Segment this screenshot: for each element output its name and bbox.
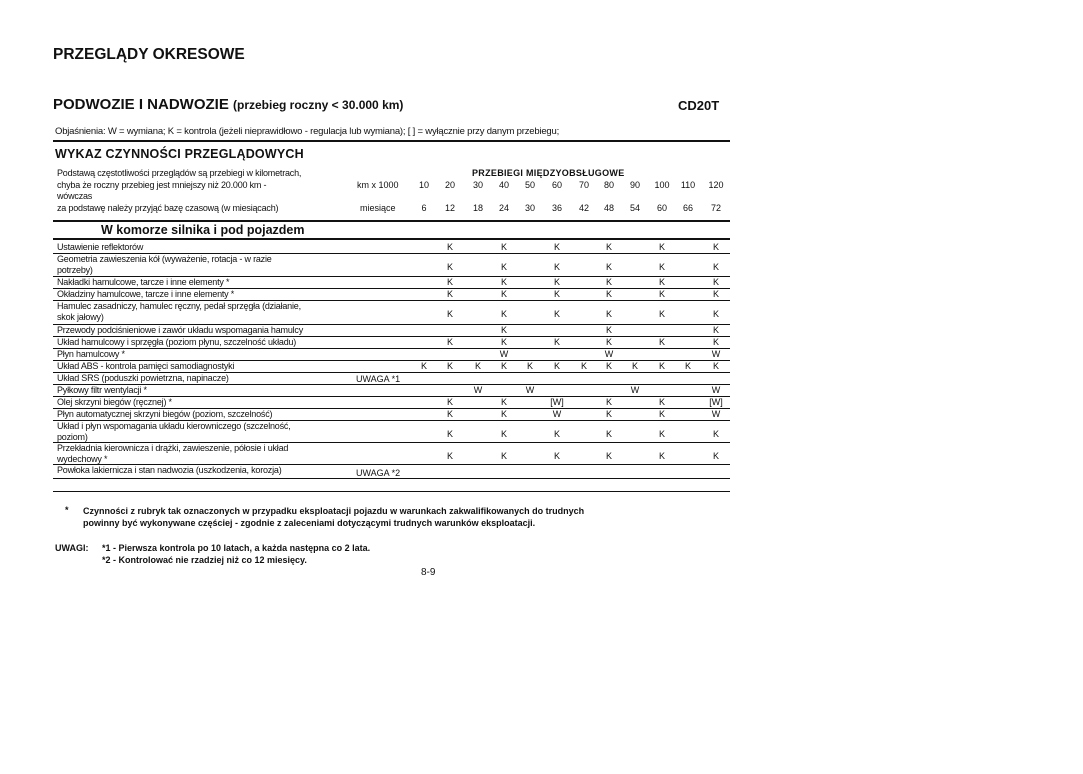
- model-code: CD20T: [678, 98, 720, 113]
- table-cell: K: [658, 337, 665, 347]
- table-cell: W: [711, 409, 721, 419]
- table-cell: K: [605, 337, 612, 347]
- table-cell: K: [500, 289, 507, 299]
- table-cell: K: [420, 361, 427, 371]
- table-cell: K: [605, 409, 612, 419]
- row-label: Olej skrzyni biegów (ręcznej) *: [57, 397, 172, 407]
- table-cell: K: [658, 397, 665, 407]
- row-label: Układ hamulcowy i sprzęgła (poziom płynu, szczelność układu): [57, 337, 297, 347]
- table-cell: K: [553, 289, 560, 299]
- table-cell: K: [605, 397, 612, 407]
- table-cell: K: [500, 262, 507, 272]
- table-cell: K: [658, 409, 665, 419]
- table-cell: K: [446, 289, 453, 299]
- table-cell: K: [605, 325, 612, 335]
- month-header-cell: 42: [578, 203, 589, 213]
- table-cell: K: [526, 361, 533, 371]
- table-cell: K: [658, 277, 665, 287]
- table-cell: K: [712, 451, 719, 461]
- intro-line-1: Podstawą częstotliwości przeglądów są przebiegi w kilometrach,: [57, 168, 302, 178]
- table-cell: K: [553, 337, 560, 347]
- month-header-cell: 30: [524, 203, 535, 213]
- table-cell: W: [473, 385, 483, 395]
- row-label: Płyn hamulcowy *: [57, 349, 125, 359]
- table-cell: K: [500, 242, 507, 252]
- table-cell: K: [553, 361, 560, 371]
- engine-section-title: W komorze silnika i pod pojazdem: [101, 223, 305, 237]
- km-header-cell: 60: [551, 180, 562, 190]
- table-cell: K: [474, 361, 481, 371]
- table-cell: K: [446, 262, 453, 272]
- table-cell: K: [500, 409, 507, 419]
- table-cell: K: [553, 277, 560, 287]
- table-cell: K: [553, 429, 560, 439]
- row-label: Płyn automatycznej skrzyni biegów (poziom, szczelność): [57, 409, 273, 419]
- km-header-cell: 90: [629, 180, 640, 190]
- table-cell: K: [446, 361, 453, 371]
- table-cell: K: [712, 242, 719, 252]
- km-header-cell: 50: [524, 180, 535, 190]
- table-cell: K: [684, 361, 691, 371]
- page-header: PRZEGLĄDY OKRESOWE: [53, 46, 245, 63]
- intro-line-3: wówczas: [57, 191, 93, 201]
- row-label: Hamulec zasadniczy, hamulec ręczny, pedał sprzęgła (działanie,: [57, 301, 301, 311]
- row-label: Przekładnia kierownicza i drążki, zawieszenie, półosie i układ: [57, 443, 289, 453]
- table-cell: K: [446, 337, 453, 347]
- table-cell: W: [552, 409, 562, 419]
- footnote-line-1: Czynności z rubryk tak oznaczonych w przypadku eksploatacji pojazdu w warunkach zakwalifikowanych do trudnych: [83, 506, 585, 516]
- table-cell: K: [553, 242, 560, 252]
- km-header-cell: 70: [578, 180, 589, 190]
- row-note: UWAGA *1: [356, 374, 401, 384]
- intervals-title: PRZEBIEGI MIĘDZYOBSŁUGOWE: [472, 168, 625, 178]
- table-cell: K: [553, 451, 560, 461]
- month-label: miesiące: [360, 203, 396, 213]
- km-header-cell: 10: [418, 180, 429, 190]
- page-number: 8-9: [421, 567, 436, 578]
- table-cell: K: [553, 309, 560, 319]
- table-cell: K: [500, 429, 507, 439]
- table-cell: W: [525, 385, 535, 395]
- month-header-cell: 66: [682, 203, 693, 213]
- table-cell: W: [499, 349, 509, 359]
- table-cell: K: [500, 451, 507, 461]
- km-header-cell: 120: [708, 180, 724, 190]
- km-header-cell: 110: [680, 180, 696, 190]
- table-cell: K: [553, 262, 560, 272]
- table-cell: K: [500, 337, 507, 347]
- table-cell: K: [446, 309, 453, 319]
- table-cell: K: [500, 309, 507, 319]
- table-cell: K: [580, 361, 587, 371]
- table-cell: K: [658, 451, 665, 461]
- row-note: UWAGA *2: [356, 468, 401, 478]
- table-cell: K: [712, 429, 719, 439]
- km-header-cell: 80: [603, 180, 614, 190]
- table-cell: K: [500, 325, 507, 335]
- footnote-marker: *: [65, 505, 69, 515]
- month-header-cell: 60: [656, 203, 667, 213]
- row-label: Układ SRS (poduszki powietrzna, napinacze): [57, 373, 229, 383]
- table-cell: K: [446, 409, 453, 419]
- km-header-cell: 40: [498, 180, 509, 190]
- uwagi-note-2: *2 - Kontrolować nie rzadziej niż co 12 miesięcy.: [102, 555, 307, 565]
- month-header-cell: 54: [629, 203, 640, 213]
- row-label: Przewody podciśnieniowe i zawór układu wspomagania hamulcy: [57, 325, 304, 335]
- table-cell: W: [711, 349, 721, 359]
- table-cell: K: [500, 361, 507, 371]
- table-cell: K: [712, 325, 719, 335]
- table-cell: K: [658, 429, 665, 439]
- table-cell: [W]: [550, 397, 564, 407]
- row-label: wydechowy *: [57, 454, 108, 464]
- km-header-cell: 100: [654, 180, 670, 190]
- table-cell: K: [605, 242, 612, 252]
- row-label: potrzeby): [57, 265, 93, 275]
- table-cell: K: [605, 262, 612, 272]
- intro-line-2: chyba że roczny przebieg jest mniejszy niż 20.000 km -: [57, 180, 267, 190]
- table-bottom-rule: [53, 491, 730, 492]
- table-cell: K: [658, 262, 665, 272]
- month-header-cell: 72: [710, 203, 721, 213]
- table-cell: K: [658, 289, 665, 299]
- km-header-cell: 30: [472, 180, 483, 190]
- row-label: Układ i płyn wspomagania układu kierowniczego (szczelność,: [57, 421, 291, 431]
- header-rule: [53, 220, 730, 222]
- table-cell: K: [658, 309, 665, 319]
- table-cell: K: [605, 451, 612, 461]
- section-title-main: PODWOZIE I NADWOZIE: [53, 96, 229, 113]
- table-cell: K: [446, 242, 453, 252]
- row-label: Okładziny hamulcowe, tarcze i inne elementy *: [57, 289, 235, 299]
- legend-text: Objaśnienia: W = wymiana; K = kontrola (jeżeli nieprawidłowo - regulacja lub wymiana); [ ] = wyłącznie przy danym przebiegu;: [55, 126, 560, 137]
- row-label: Układ ABS - kontrola pamięci samodiagnostyki: [57, 361, 235, 371]
- row-label: Powłoka lakiernicza i stan nadwozia (uszkodzenia, korozja): [57, 465, 282, 475]
- table-cell: K: [605, 289, 612, 299]
- table-cell: K: [500, 397, 507, 407]
- uwagi-note-1: *1 - Pierwsza kontrola po 10 latach, a każda następna co 2 lata.: [102, 543, 371, 553]
- table-cell: K: [712, 262, 719, 272]
- table-cell: K: [446, 397, 453, 407]
- table-cell: K: [446, 451, 453, 461]
- month-header-cell: 24: [498, 203, 509, 213]
- table-cell: K: [631, 361, 638, 371]
- table-cell: K: [712, 309, 719, 319]
- month-header-cell: 12: [444, 203, 455, 213]
- row-label: poziom): [57, 432, 88, 442]
- table-cell: K: [712, 289, 719, 299]
- table-cell: K: [605, 361, 612, 371]
- uwagi-label: UWAGI:: [55, 543, 89, 553]
- table-cell: K: [446, 277, 453, 287]
- table-cell: W: [630, 385, 640, 395]
- km-label: km x 1000: [357, 180, 399, 190]
- month-header-cell: 48: [603, 203, 614, 213]
- legend-rule: [53, 140, 730, 142]
- row-label: skok jałowy): [57, 312, 104, 322]
- engine-title-rule: [53, 238, 730, 240]
- table-cell: K: [658, 242, 665, 252]
- table-cell: K: [712, 337, 719, 347]
- table-cell: [W]: [709, 397, 723, 407]
- table-cell: K: [605, 277, 612, 287]
- table-cell: W: [604, 349, 614, 359]
- row-divider: [53, 348, 730, 349]
- row-label: Geometria zawieszenia kół (wyważenie, rotacja - w razie: [57, 254, 272, 264]
- km-header-cell: 20: [444, 180, 455, 190]
- table-cell: K: [712, 277, 719, 287]
- row-label: Pyłkowy filtr wentylacji *: [57, 385, 147, 395]
- table-cell: K: [658, 361, 665, 371]
- table-cell: K: [446, 429, 453, 439]
- row-label: Ustawienie reflektorów: [57, 242, 144, 252]
- table-cell: W: [711, 385, 721, 395]
- row-label: Nakładki hamulcowe, tarcze i inne elementy *: [57, 277, 230, 287]
- table-cell: K: [605, 309, 612, 319]
- month-header-cell: 6: [421, 203, 427, 213]
- footnote-line-2: powinny być wykonywane częściej - zgodnie z zaleceniami dotyczącymi trudnych warunków eksploatacji.: [83, 518, 536, 528]
- row-divider: [53, 478, 730, 479]
- table-cell: K: [712, 361, 719, 371]
- list-title: WYKAZ CZYNNOŚCI PRZEGLĄDOWYCH: [55, 147, 304, 161]
- intro-line-4: za podstawę należy przyjąć bazę czasową (w miesiącach): [57, 203, 279, 213]
- table-cell: K: [605, 429, 612, 439]
- section-subtitle: (przebieg roczny < 30.000 km): [233, 98, 404, 112]
- table-cell: K: [500, 277, 507, 287]
- month-header-cell: 36: [551, 203, 562, 213]
- month-header-cell: 18: [472, 203, 483, 213]
- section-title: [53, 96, 403, 113]
